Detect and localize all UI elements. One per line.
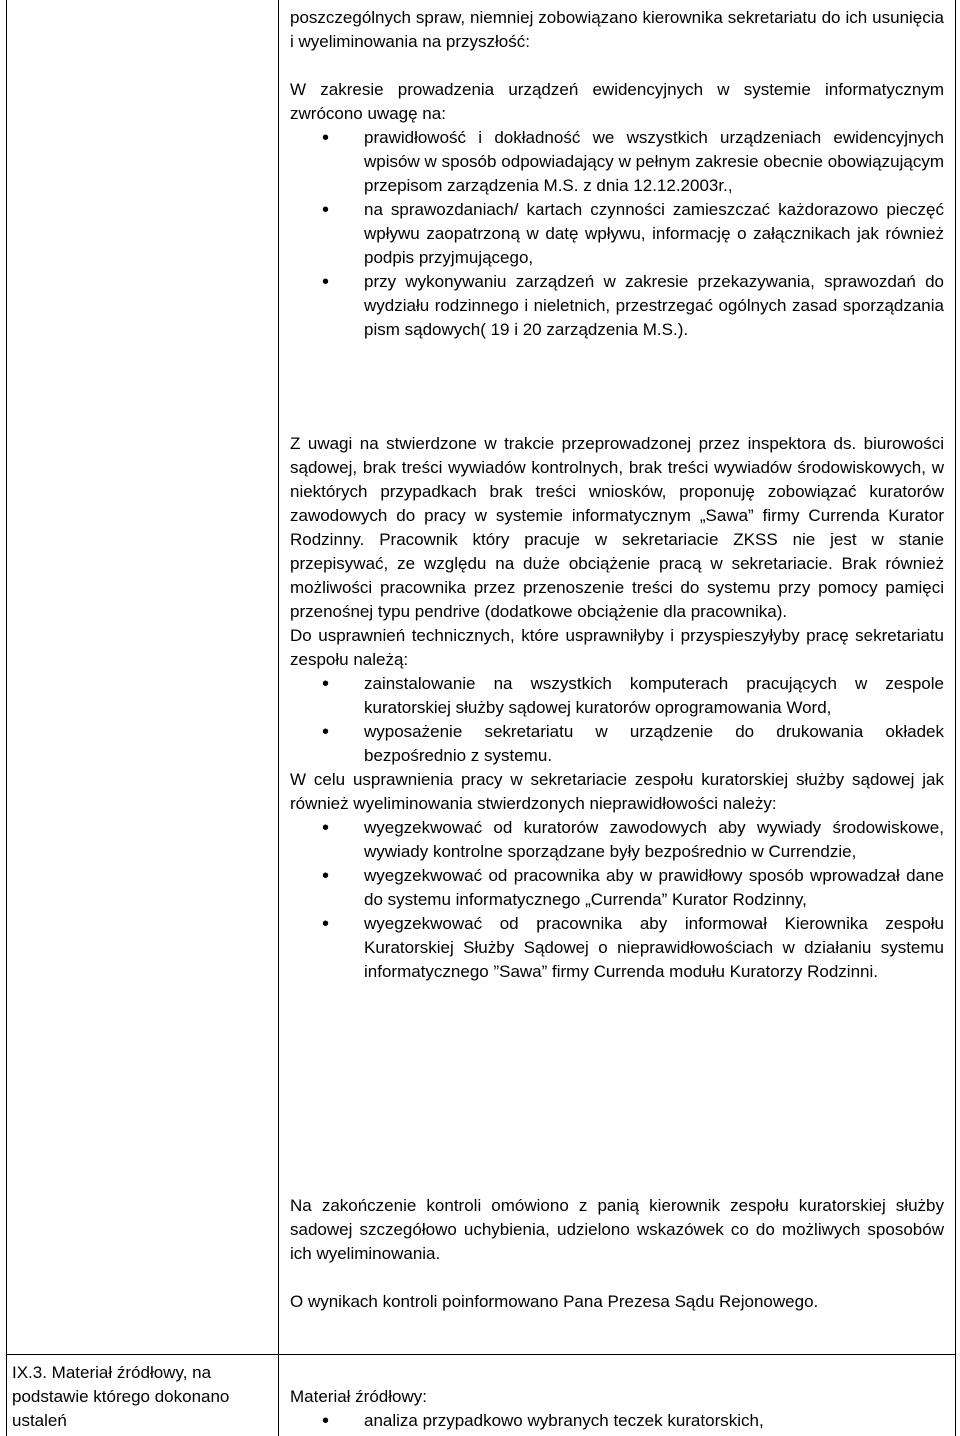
- intro-text: poszczególnych spraw, niemniej zobowiązano kierownika sekretariatu do ich usunięcia i wyeliminowania na przyszłość:: [290, 8, 944, 51]
- table-column-divider: [278, 0, 279, 1436]
- list-item: • analiza przypadkowo wybranych teczek kuratorskich,: [290, 1409, 944, 1433]
- table-border-right: [955, 0, 956, 1436]
- closing-section: [290, 1194, 944, 1314]
- findings-bullet-list: [290, 126, 944, 342]
- list-item: • przy wykonywaniu zarządzeń w zakresie przekazywania, sprawozdań do wydziału rodzinnego i nieletnich, przestrzegać ogólnych zasad sporządzania pism sądowych( 19 i 20 zarządzenia M.S.).: [290, 270, 944, 342]
- recommendation-paragraph: Z uwagi na stwierdzone w trakcie przeprowadzonej przez inspektora ds. biurowości sądowej, brak treści wywiadów kontrolnych, brak treści wywiadów środowiskowych, w niektórych przypadkach brak treści wniosków, proponuję zobowiązać kuratorów zawodowych do pracy w systemie informatycznym „Sawa” firmy Currenda Kurator Rodzinny. Pracownik który pracuje w sekretariacie ZKSS nie jest w stanie przepisywać, ze względu na duże obciążenie pracą w sekretariacie. Brak również możliwości pracownika przez przenoszenie treści do systemu przy pomocy pamięci przenośnej typu pendrive (dodatkowe obciążenie dla pracownika).: [290, 434, 944, 621]
- list-item: • wyegzekwować od pracownika aby informował Kierownika zespołu Kuratorskiej Służby Sądowej o nieprawidłowościach w działaniu systemu informatycznego ”Sawa” firmy Currenda modułu Kuratorzy Rodzinni.: [290, 912, 944, 984]
- list-item: • zainstalowanie na wszystkich komputerach pracujących w zespole kuratorskiej służby sądowej kuratorów oprogramowania Word,: [290, 672, 944, 720]
- table-row-divider: [6, 1354, 956, 1355]
- list-item: • wyegzekwować od pracownika aby w prawidłowy sposób wprowadzał dane do systemu informatycznego „Currenda” Kurator Rodzinny,: [290, 864, 944, 912]
- closing-note: O wynikach kontroli poinformowano Pana Prezesa Sądu Rejonowego.: [290, 1292, 819, 1311]
- recommendations-section: [290, 432, 944, 984]
- list-item: • wyposażenie sekretariatu w urządzenie do drukowania okładek bezpośrednio z systemu.: [290, 720, 944, 768]
- list-item: • prawidłowość i dokładność we wszystkich urządzeniach ewidencyjnych wpisów w sposób odpowiadający w pełnym zakresie obecnie obowiązującym przepisom zarządzenia M.S. z dnia 12.12.2003r.,: [290, 126, 944, 198]
- closing-paragraph: Na zakończenie kontroli omówiono z panią kierownik zespołu kuratorskiej służby sadowej szczegółowo uchybienia, udzielono wskazówek co do możliwych sposobów ich wyeliminowania.: [290, 1196, 944, 1263]
- technical-improvements-paragraph: Do usprawnień technicznych, które usprawniłyby i przyspieszyłyby pracę sekretariatu zespołu należą:: [290, 626, 944, 669]
- list-item: • na sprawozdaniach/ kartach czynności zamieszczać każdorazowo pieczęć wpływu zaopatrzoną w datę wpływu, informację o załącznikach jak również podpis przyjmującego,: [290, 198, 944, 270]
- source-material-cell: [290, 1385, 944, 1433]
- section-label-cell: [12, 1361, 268, 1433]
- enforcement-bullet-list: [290, 816, 944, 984]
- findings-section: [290, 6, 944, 342]
- source-material-title: Materiał źródłowy:: [290, 1387, 427, 1406]
- table-border-left: [6, 0, 7, 1436]
- improvement-paragraph: W celu usprawnienia pracy w sekretariacie zespołu kuratorskiej służby sądowej jak również wyeliminowania stwierdzonych nieprawidłowości należy:: [290, 770, 944, 813]
- lead-text: W zakresie prowadzenia urządzeń ewidencyjnych w systemie informatycznym zwrócono uwagę na:: [290, 80, 944, 123]
- technical-bullet-list: [290, 672, 944, 768]
- source-material-list: [290, 1409, 944, 1433]
- list-item: • wyegzekwować od kuratorów zawodowych aby wywiady środowiskowe, wywiady kontrolne sporządzane były bezpośrednio w Currendzie,: [290, 816, 944, 864]
- section-label: IX.3. Materiał źródłowy, na podstawie którego dokonano ustaleń: [12, 1363, 230, 1430]
